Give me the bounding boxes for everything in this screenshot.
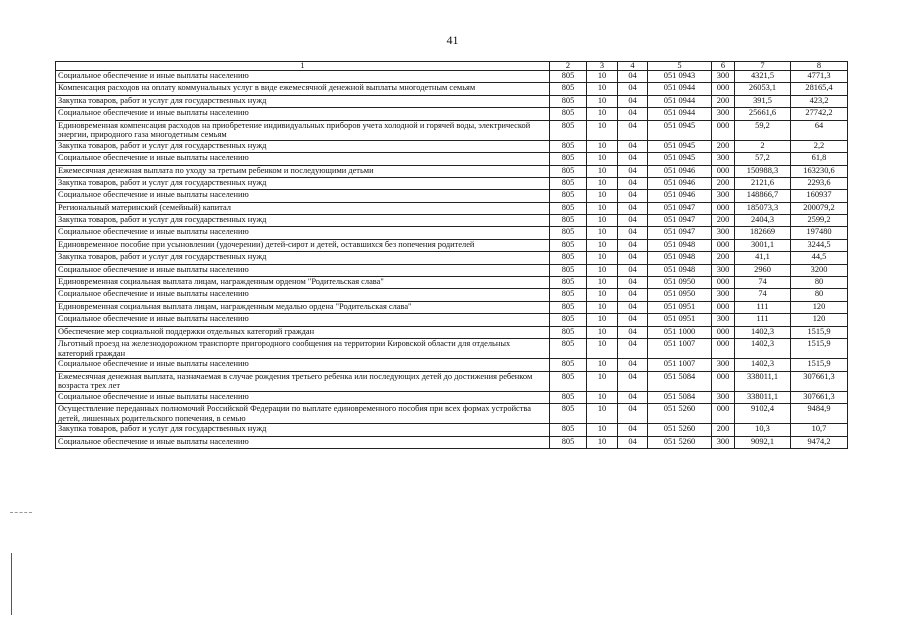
row-c7-cell: 338011,1 bbox=[735, 391, 791, 403]
row-c6-cell: 200 bbox=[712, 424, 735, 436]
row-c2-cell: 805 bbox=[550, 108, 587, 120]
row-c8-cell: 10,7 bbox=[791, 424, 848, 436]
row-c6-cell: 000 bbox=[712, 371, 735, 391]
row-c3-cell: 10 bbox=[587, 95, 618, 107]
row-c3-cell: 10 bbox=[587, 436, 618, 448]
row-c6-cell: 200 bbox=[712, 215, 735, 227]
row-c6-cell: 000 bbox=[712, 120, 735, 140]
row-c7-cell: 111 bbox=[735, 314, 791, 326]
row-c5-cell: 051 0950 bbox=[648, 289, 712, 301]
row-c3-cell: 10 bbox=[587, 215, 618, 227]
row-c2-cell: 805 bbox=[550, 239, 587, 251]
table-row bbox=[56, 239, 848, 251]
row-c8-cell: 423,2 bbox=[791, 95, 848, 107]
row-c6-cell: 200 bbox=[712, 95, 735, 107]
header-cell: 4 bbox=[618, 62, 648, 71]
row-c4-cell: 04 bbox=[618, 277, 648, 289]
row-c4-cell: 04 bbox=[618, 227, 648, 239]
row-c5-cell: 051 0944 bbox=[648, 108, 712, 120]
table-row bbox=[56, 108, 848, 120]
table-row bbox=[56, 71, 848, 83]
row-c6-cell: 200 bbox=[712, 252, 735, 264]
row-c6-cell: 000 bbox=[712, 239, 735, 251]
table-row bbox=[56, 140, 848, 152]
row-c5-cell: 051 0945 bbox=[648, 153, 712, 165]
table-row bbox=[56, 153, 848, 165]
row-name-cell: Обеспечение мер социальной поддержки отдельных категорий граждан bbox=[56, 326, 550, 338]
row-c7-cell: 1402,3 bbox=[735, 359, 791, 371]
row-c7-cell: 2960 bbox=[735, 264, 791, 276]
row-c2-cell: 805 bbox=[550, 301, 587, 313]
row-c2-cell: 805 bbox=[550, 326, 587, 338]
row-c7-cell: 111 bbox=[735, 301, 791, 313]
row-c8-cell: 120 bbox=[791, 314, 848, 326]
row-c4-cell: 04 bbox=[618, 289, 648, 301]
row-c6-cell: 300 bbox=[712, 359, 735, 371]
row-name-cell: Социальное обеспечение и иные выплаты населению bbox=[56, 314, 550, 326]
row-c2-cell: 805 bbox=[550, 339, 587, 359]
row-c6-cell: 000 bbox=[712, 339, 735, 359]
row-c3-cell: 10 bbox=[587, 404, 618, 424]
row-c7-cell: 2121,6 bbox=[735, 177, 791, 189]
table-row bbox=[56, 391, 848, 403]
row-c5-cell: 051 0944 bbox=[648, 83, 712, 95]
row-name-cell: Социальное обеспечение и иные выплаты населению bbox=[56, 436, 550, 448]
row-c7-cell: 26053,1 bbox=[735, 83, 791, 95]
row-c6-cell: 000 bbox=[712, 202, 735, 214]
row-c3-cell: 10 bbox=[587, 202, 618, 214]
row-c2-cell: 805 bbox=[550, 252, 587, 264]
row-c5-cell: 051 0944 bbox=[648, 95, 712, 107]
row-c4-cell: 04 bbox=[618, 71, 648, 83]
row-name-cell: Единовременное пособие при усыновлении (удочерении) детей-сирот и детей, оставшихся без попечения родителей bbox=[56, 239, 550, 251]
row-c5-cell: 051 0943 bbox=[648, 71, 712, 83]
row-c2-cell: 805 bbox=[550, 371, 587, 391]
row-c2-cell: 805 bbox=[550, 227, 587, 239]
row-name-cell: Ежемесячная денежная выплата, назначаемая в случае рождения третьего ребенка или последующих детей до достижения ребенком возраста трех лет bbox=[56, 371, 550, 391]
row-c7-cell: 74 bbox=[735, 277, 791, 289]
table-row bbox=[56, 120, 848, 140]
row-c4-cell: 04 bbox=[618, 120, 648, 140]
row-c7-cell: 1402,3 bbox=[735, 326, 791, 338]
row-c4-cell: 04 bbox=[618, 190, 648, 202]
row-c6-cell: 300 bbox=[712, 289, 735, 301]
row-c8-cell: 307661,3 bbox=[791, 391, 848, 403]
row-c6-cell: 000 bbox=[712, 301, 735, 313]
row-name-cell: Социальное обеспечение и иные выплаты населению bbox=[56, 227, 550, 239]
row-c5-cell: 051 0946 bbox=[648, 165, 712, 177]
row-c5-cell: 051 0947 bbox=[648, 215, 712, 227]
row-c3-cell: 10 bbox=[587, 314, 618, 326]
row-c4-cell: 04 bbox=[618, 314, 648, 326]
row-c3-cell: 10 bbox=[587, 140, 618, 152]
row-c3-cell: 10 bbox=[587, 71, 618, 83]
row-c2-cell: 805 bbox=[550, 264, 587, 276]
table-header-row bbox=[56, 62, 848, 71]
row-c4-cell: 04 bbox=[618, 371, 648, 391]
row-c5-cell: 051 0947 bbox=[648, 202, 712, 214]
margin-mark bbox=[10, 512, 32, 513]
row-c7-cell: 185073,3 bbox=[735, 202, 791, 214]
row-c7-cell: 59,2 bbox=[735, 120, 791, 140]
row-c7-cell: 41,1 bbox=[735, 252, 791, 264]
margin-line bbox=[11, 553, 12, 615]
row-c4-cell: 04 bbox=[618, 326, 648, 338]
row-c5-cell: 051 5260 bbox=[648, 404, 712, 424]
row-c4-cell: 04 bbox=[618, 391, 648, 403]
row-c8-cell: 3244,5 bbox=[791, 239, 848, 251]
row-c6-cell: 300 bbox=[712, 436, 735, 448]
row-c7-cell: 25661,6 bbox=[735, 108, 791, 120]
row-c3-cell: 10 bbox=[587, 153, 618, 165]
row-c6-cell: 300 bbox=[712, 314, 735, 326]
row-name-cell: Осуществление переданных полномочий Российской Федерации по выплате единовременного пособия при всех формах устройства детей, лишенных родительского попечения, в семью bbox=[56, 404, 550, 424]
header-cell: 6 bbox=[712, 62, 735, 71]
row-c2-cell: 805 bbox=[550, 215, 587, 227]
row-c2-cell: 805 bbox=[550, 359, 587, 371]
row-name-cell: Социальное обеспечение и иные выплаты населению bbox=[56, 153, 550, 165]
row-c4-cell: 04 bbox=[618, 153, 648, 165]
row-c4-cell: 04 bbox=[618, 239, 648, 251]
table-row bbox=[56, 339, 848, 359]
row-c6-cell: 300 bbox=[712, 108, 735, 120]
row-c5-cell: 051 1000 bbox=[648, 326, 712, 338]
row-c8-cell: 197480 bbox=[791, 227, 848, 239]
row-c2-cell: 805 bbox=[550, 391, 587, 403]
row-c5-cell: 051 0951 bbox=[648, 314, 712, 326]
row-c3-cell: 10 bbox=[587, 264, 618, 276]
row-c6-cell: 000 bbox=[712, 404, 735, 424]
row-c3-cell: 10 bbox=[587, 177, 618, 189]
row-c6-cell: 300 bbox=[712, 264, 735, 276]
row-c4-cell: 04 bbox=[618, 202, 648, 214]
row-c5-cell: 051 1007 bbox=[648, 359, 712, 371]
row-c6-cell: 000 bbox=[712, 277, 735, 289]
row-c8-cell: 9484,9 bbox=[791, 404, 848, 424]
row-c2-cell: 805 bbox=[550, 165, 587, 177]
row-c6-cell: 300 bbox=[712, 227, 735, 239]
table-row bbox=[56, 289, 848, 301]
row-name-cell: Закупка товаров, работ и услуг для государственных нужд bbox=[56, 215, 550, 227]
row-name-cell: Единовременная компенсация расходов на приобретение индивидуальных приборов учета холодной и горячей воды, электрической энергии, природного газа многодетным семьям bbox=[56, 120, 550, 140]
row-c6-cell: 300 bbox=[712, 190, 735, 202]
row-name-cell: Закупка товаров, работ и услуг для государственных нужд bbox=[56, 177, 550, 189]
row-c3-cell: 10 bbox=[587, 83, 618, 95]
row-c8-cell: 2599,2 bbox=[791, 215, 848, 227]
row-c7-cell: 338011,1 bbox=[735, 371, 791, 391]
row-c2-cell: 805 bbox=[550, 190, 587, 202]
row-c5-cell: 051 0946 bbox=[648, 190, 712, 202]
row-c8-cell: 44,5 bbox=[791, 252, 848, 264]
row-c7-cell: 10,3 bbox=[735, 424, 791, 436]
table-row bbox=[56, 177, 848, 189]
row-c3-cell: 10 bbox=[587, 120, 618, 140]
row-c3-cell: 10 bbox=[587, 277, 618, 289]
row-c7-cell: 3001,1 bbox=[735, 239, 791, 251]
row-c5-cell: 051 5084 bbox=[648, 391, 712, 403]
row-name-cell: Единовременная социальная выплата лицам, награжденным медалью ордена "Родительская слава" bbox=[56, 301, 550, 313]
row-name-cell: Социальное обеспечение и иные выплаты населению bbox=[56, 391, 550, 403]
table-row bbox=[56, 215, 848, 227]
row-c4-cell: 04 bbox=[618, 359, 648, 371]
row-c3-cell: 10 bbox=[587, 227, 618, 239]
row-c3-cell: 10 bbox=[587, 371, 618, 391]
row-c4-cell: 04 bbox=[618, 165, 648, 177]
header-cell: 5 bbox=[648, 62, 712, 71]
row-c4-cell: 04 bbox=[618, 424, 648, 436]
row-name-cell: Закупка товаров, работ и услуг для государственных нужд bbox=[56, 140, 550, 152]
row-c6-cell: 300 bbox=[712, 153, 735, 165]
row-c8-cell: 4771,3 bbox=[791, 71, 848, 83]
row-name-cell: Закупка товаров, работ и услуг для государственных нужд bbox=[56, 424, 550, 436]
row-c3-cell: 10 bbox=[587, 301, 618, 313]
row-name-cell: Льготный проезд на железнодорожном транспорте пригородного сообщения на территории Кировской области для отдельных категорий граждан bbox=[56, 339, 550, 359]
table-row bbox=[56, 326, 848, 338]
row-c2-cell: 805 bbox=[550, 277, 587, 289]
table-row bbox=[56, 277, 848, 289]
header-cell: 2 bbox=[550, 62, 587, 71]
table-row bbox=[56, 252, 848, 264]
row-c6-cell: 200 bbox=[712, 140, 735, 152]
row-c5-cell: 051 0948 bbox=[648, 264, 712, 276]
row-name-cell: Региональный материнский (семейный) капитал bbox=[56, 202, 550, 214]
row-name-cell: Единовременная социальная выплата лицам, награжденным орденом "Родительская слава" bbox=[56, 277, 550, 289]
table-row bbox=[56, 83, 848, 95]
table-row bbox=[56, 314, 848, 326]
row-c8-cell: 80 bbox=[791, 289, 848, 301]
row-c3-cell: 10 bbox=[587, 252, 618, 264]
header-cell: 1 bbox=[56, 62, 550, 71]
row-c3-cell: 10 bbox=[587, 239, 618, 251]
row-c4-cell: 04 bbox=[618, 436, 648, 448]
row-c2-cell: 805 bbox=[550, 404, 587, 424]
row-c7-cell: 182669 bbox=[735, 227, 791, 239]
row-c7-cell: 2404,3 bbox=[735, 215, 791, 227]
row-c5-cell: 051 0945 bbox=[648, 120, 712, 140]
row-name-cell: Закупка товаров, работ и услуг для государственных нужд bbox=[56, 95, 550, 107]
row-c6-cell: 300 bbox=[712, 391, 735, 403]
budget-table bbox=[55, 61, 848, 449]
row-name-cell: Закупка товаров, работ и услуг для государственных нужд bbox=[56, 252, 550, 264]
row-c7-cell: 4321,5 bbox=[735, 71, 791, 83]
row-c3-cell: 10 bbox=[587, 165, 618, 177]
table-row bbox=[56, 359, 848, 371]
row-c5-cell: 051 0946 bbox=[648, 177, 712, 189]
page-number: 41 bbox=[446, 33, 459, 47]
row-c7-cell: 391,5 bbox=[735, 95, 791, 107]
row-c2-cell: 805 bbox=[550, 424, 587, 436]
row-c8-cell: 64 bbox=[791, 120, 848, 140]
row-c2-cell: 805 bbox=[550, 314, 587, 326]
table-row bbox=[56, 227, 848, 239]
row-c8-cell: 1515,9 bbox=[791, 359, 848, 371]
row-c3-cell: 10 bbox=[587, 424, 618, 436]
table-row bbox=[56, 371, 848, 391]
row-c7-cell: 2 bbox=[735, 140, 791, 152]
row-c7-cell: 9092,1 bbox=[735, 436, 791, 448]
row-c6-cell: 000 bbox=[712, 165, 735, 177]
row-c6-cell: 000 bbox=[712, 83, 735, 95]
row-c7-cell: 57,2 bbox=[735, 153, 791, 165]
row-c4-cell: 04 bbox=[618, 95, 648, 107]
row-c3-cell: 10 bbox=[587, 190, 618, 202]
header-cell: 7 bbox=[735, 62, 791, 71]
table-row bbox=[56, 264, 848, 276]
table-row bbox=[56, 202, 848, 214]
table-row bbox=[56, 190, 848, 202]
row-c8-cell: 1515,9 bbox=[791, 326, 848, 338]
row-c8-cell: 2293,6 bbox=[791, 177, 848, 189]
row-c8-cell: 160937 bbox=[791, 190, 848, 202]
row-c5-cell: 051 5260 bbox=[648, 436, 712, 448]
row-c6-cell: 200 bbox=[712, 177, 735, 189]
row-c7-cell: 9102,4 bbox=[735, 404, 791, 424]
row-c3-cell: 10 bbox=[587, 108, 618, 120]
row-c2-cell: 805 bbox=[550, 83, 587, 95]
row-c5-cell: 051 5084 bbox=[648, 371, 712, 391]
row-name-cell: Социальное обеспечение и иные выплаты населению bbox=[56, 190, 550, 202]
row-c2-cell: 805 bbox=[550, 120, 587, 140]
row-c8-cell: 80 bbox=[791, 277, 848, 289]
row-c2-cell: 805 bbox=[550, 436, 587, 448]
row-c2-cell: 805 bbox=[550, 153, 587, 165]
row-c3-cell: 10 bbox=[587, 359, 618, 371]
row-c5-cell: 051 0948 bbox=[648, 239, 712, 251]
row-c4-cell: 04 bbox=[618, 404, 648, 424]
row-c2-cell: 805 bbox=[550, 95, 587, 107]
row-c8-cell: 1515,9 bbox=[791, 339, 848, 359]
row-c4-cell: 04 bbox=[618, 177, 648, 189]
row-c4-cell: 04 bbox=[618, 264, 648, 276]
row-c5-cell: 051 0951 bbox=[648, 301, 712, 313]
row-c6-cell: 300 bbox=[712, 71, 735, 83]
row-c8-cell: 61,8 bbox=[791, 153, 848, 165]
row-c8-cell: 28165,4 bbox=[791, 83, 848, 95]
row-c2-cell: 805 bbox=[550, 202, 587, 214]
row-c2-cell: 805 bbox=[550, 71, 587, 83]
row-c8-cell: 27742,2 bbox=[791, 108, 848, 120]
row-c8-cell: 3200 bbox=[791, 264, 848, 276]
row-c7-cell: 1402,3 bbox=[735, 339, 791, 359]
row-c4-cell: 04 bbox=[618, 301, 648, 313]
row-c2-cell: 805 bbox=[550, 140, 587, 152]
table-row bbox=[56, 301, 848, 313]
table-row bbox=[56, 165, 848, 177]
row-c5-cell: 051 0947 bbox=[648, 227, 712, 239]
row-c8-cell: 9474,2 bbox=[791, 436, 848, 448]
row-c8-cell: 307661,3 bbox=[791, 371, 848, 391]
table-row bbox=[56, 404, 848, 424]
row-c7-cell: 150988,3 bbox=[735, 165, 791, 177]
row-c8-cell: 120 bbox=[791, 301, 848, 313]
row-c7-cell: 148866,7 bbox=[735, 190, 791, 202]
row-c8-cell: 200079,2 bbox=[791, 202, 848, 214]
row-c5-cell: 051 0948 bbox=[648, 252, 712, 264]
row-c4-cell: 04 bbox=[618, 140, 648, 152]
row-name-cell: Компенсация расходов на оплату коммунальных услуг в виде ежемесячной денежной выплаты многодетным семьям bbox=[56, 83, 550, 95]
row-c4-cell: 04 bbox=[618, 108, 648, 120]
table-row bbox=[56, 436, 848, 448]
row-c6-cell: 000 bbox=[712, 326, 735, 338]
row-c8-cell: 2,2 bbox=[791, 140, 848, 152]
table-row bbox=[56, 95, 848, 107]
table-row bbox=[56, 424, 848, 436]
row-name-cell: Социальное обеспечение и иные выплаты населению bbox=[56, 359, 550, 371]
row-c2-cell: 805 bbox=[550, 177, 587, 189]
row-c5-cell: 051 5260 bbox=[648, 424, 712, 436]
row-name-cell: Ежемесячная денежная выплата по уходу за третьим ребенком и последующими детьми bbox=[56, 165, 550, 177]
row-name-cell: Социальное обеспечение и иные выплаты населению bbox=[56, 289, 550, 301]
row-c4-cell: 04 bbox=[618, 215, 648, 227]
header-cell: 8 bbox=[791, 62, 848, 71]
row-c5-cell: 051 1007 bbox=[648, 339, 712, 359]
row-c5-cell: 051 0945 bbox=[648, 140, 712, 152]
row-c5-cell: 051 0950 bbox=[648, 277, 712, 289]
row-c4-cell: 04 bbox=[618, 252, 648, 264]
row-c3-cell: 10 bbox=[587, 326, 618, 338]
row-c3-cell: 10 bbox=[587, 289, 618, 301]
row-name-cell: Социальное обеспечение и иные выплаты населению bbox=[56, 264, 550, 276]
row-c7-cell: 74 bbox=[735, 289, 791, 301]
row-name-cell: Социальное обеспечение и иные выплаты населению bbox=[56, 71, 550, 83]
header-cell: 3 bbox=[587, 62, 618, 71]
row-c8-cell: 163230,6 bbox=[791, 165, 848, 177]
row-c3-cell: 10 bbox=[587, 339, 618, 359]
row-c4-cell: 04 bbox=[618, 339, 648, 359]
row-c3-cell: 10 bbox=[587, 391, 618, 403]
row-name-cell: Социальное обеспечение и иные выплаты населению bbox=[56, 108, 550, 120]
row-c2-cell: 805 bbox=[550, 289, 587, 301]
row-c4-cell: 04 bbox=[618, 83, 648, 95]
